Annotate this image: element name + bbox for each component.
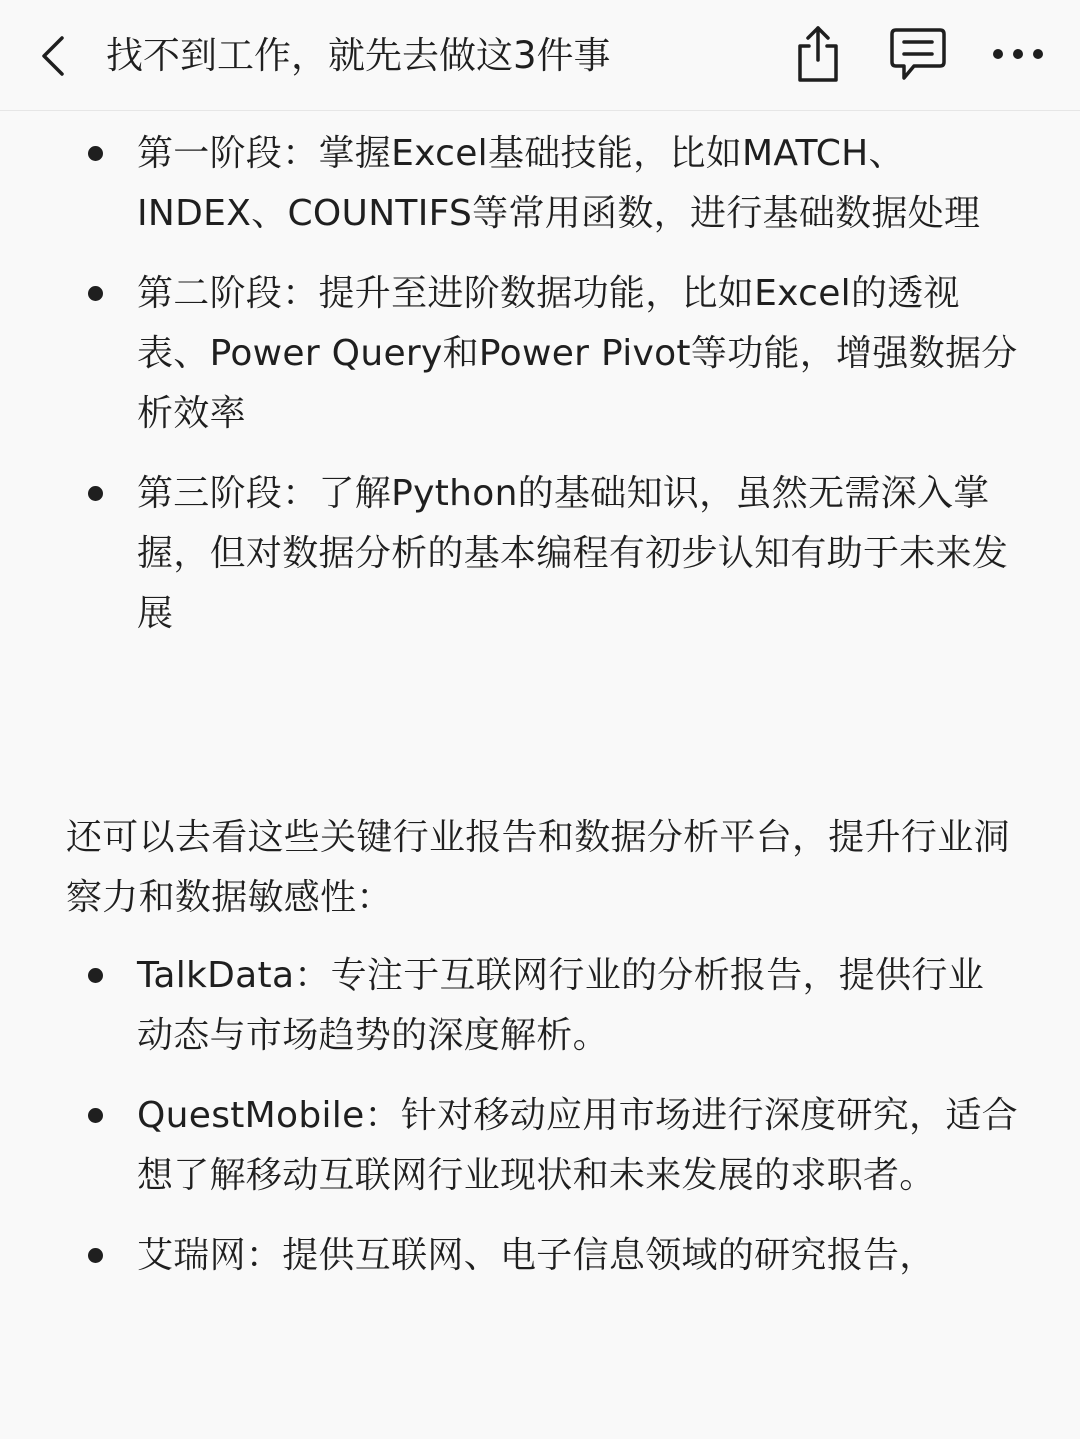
- bullet-icon: [88, 486, 103, 501]
- share-icon: [792, 24, 844, 84]
- bullet-icon: [88, 1248, 103, 1263]
- comment-icon: [888, 26, 948, 82]
- list-item: [0, 124, 1080, 244]
- bullet-icon: [88, 1108, 103, 1123]
- top-nav-bar: [0, 0, 1080, 111]
- comment-button[interactable]: [886, 22, 950, 86]
- list-item-text: 第一阶段：掌握Excel基础技能，比如MATCH、INDEX、COUNTIFS等常用函数，进行基础数据处理: [137, 133, 981, 234]
- platforms-list: [0, 946, 1080, 1306]
- list-item-text: QuestMobile：针对移动应用市场进行深度研究，适合想了解移动互联网行业现状和未来发展的求职者。: [137, 1095, 1018, 1196]
- list-item-text: 艾瑞网：提供互联网、电子信息领域的研究报告，: [137, 1235, 936, 1276]
- list-item: [0, 946, 1080, 1066]
- more-button[interactable]: [986, 22, 1050, 86]
- bullet-icon: [88, 968, 103, 983]
- back-button[interactable]: [28, 28, 78, 84]
- share-button[interactable]: [786, 22, 850, 86]
- list-item: [0, 464, 1080, 644]
- intro-paragraph: 还可以去看这些关键行业报告和数据分析平台，提升行业洞察力和数据敏感性：: [66, 817, 1010, 918]
- list-item-text: 第二阶段：提升至进阶数据功能，比如Excel的透视表、Power Query和Power Pivot等功能，增强数据分析效率: [137, 273, 1018, 434]
- page-title: 找不到工作，就先去做这3件事: [106, 34, 611, 77]
- list-item: [0, 1226, 1080, 1286]
- chevron-left-icon: [38, 34, 68, 78]
- more-horizontal-icon: [990, 46, 1046, 62]
- article-content: [0, 110, 1080, 1439]
- learning-stages-list: [0, 124, 1080, 664]
- list-item: [0, 1086, 1080, 1206]
- list-item-text: TalkData：专注于互联网行业的分析报告，提供行业动态与市场趋势的深度解析。: [137, 955, 984, 1056]
- list-item: [0, 264, 1080, 444]
- bullet-icon: [88, 286, 103, 301]
- list-item-text: 第三阶段：了解Python的基础知识，虽然无需深入掌握，但对数据分析的基本编程有初步认知有助于未来发展: [137, 473, 1009, 634]
- bullet-icon: [88, 146, 103, 161]
